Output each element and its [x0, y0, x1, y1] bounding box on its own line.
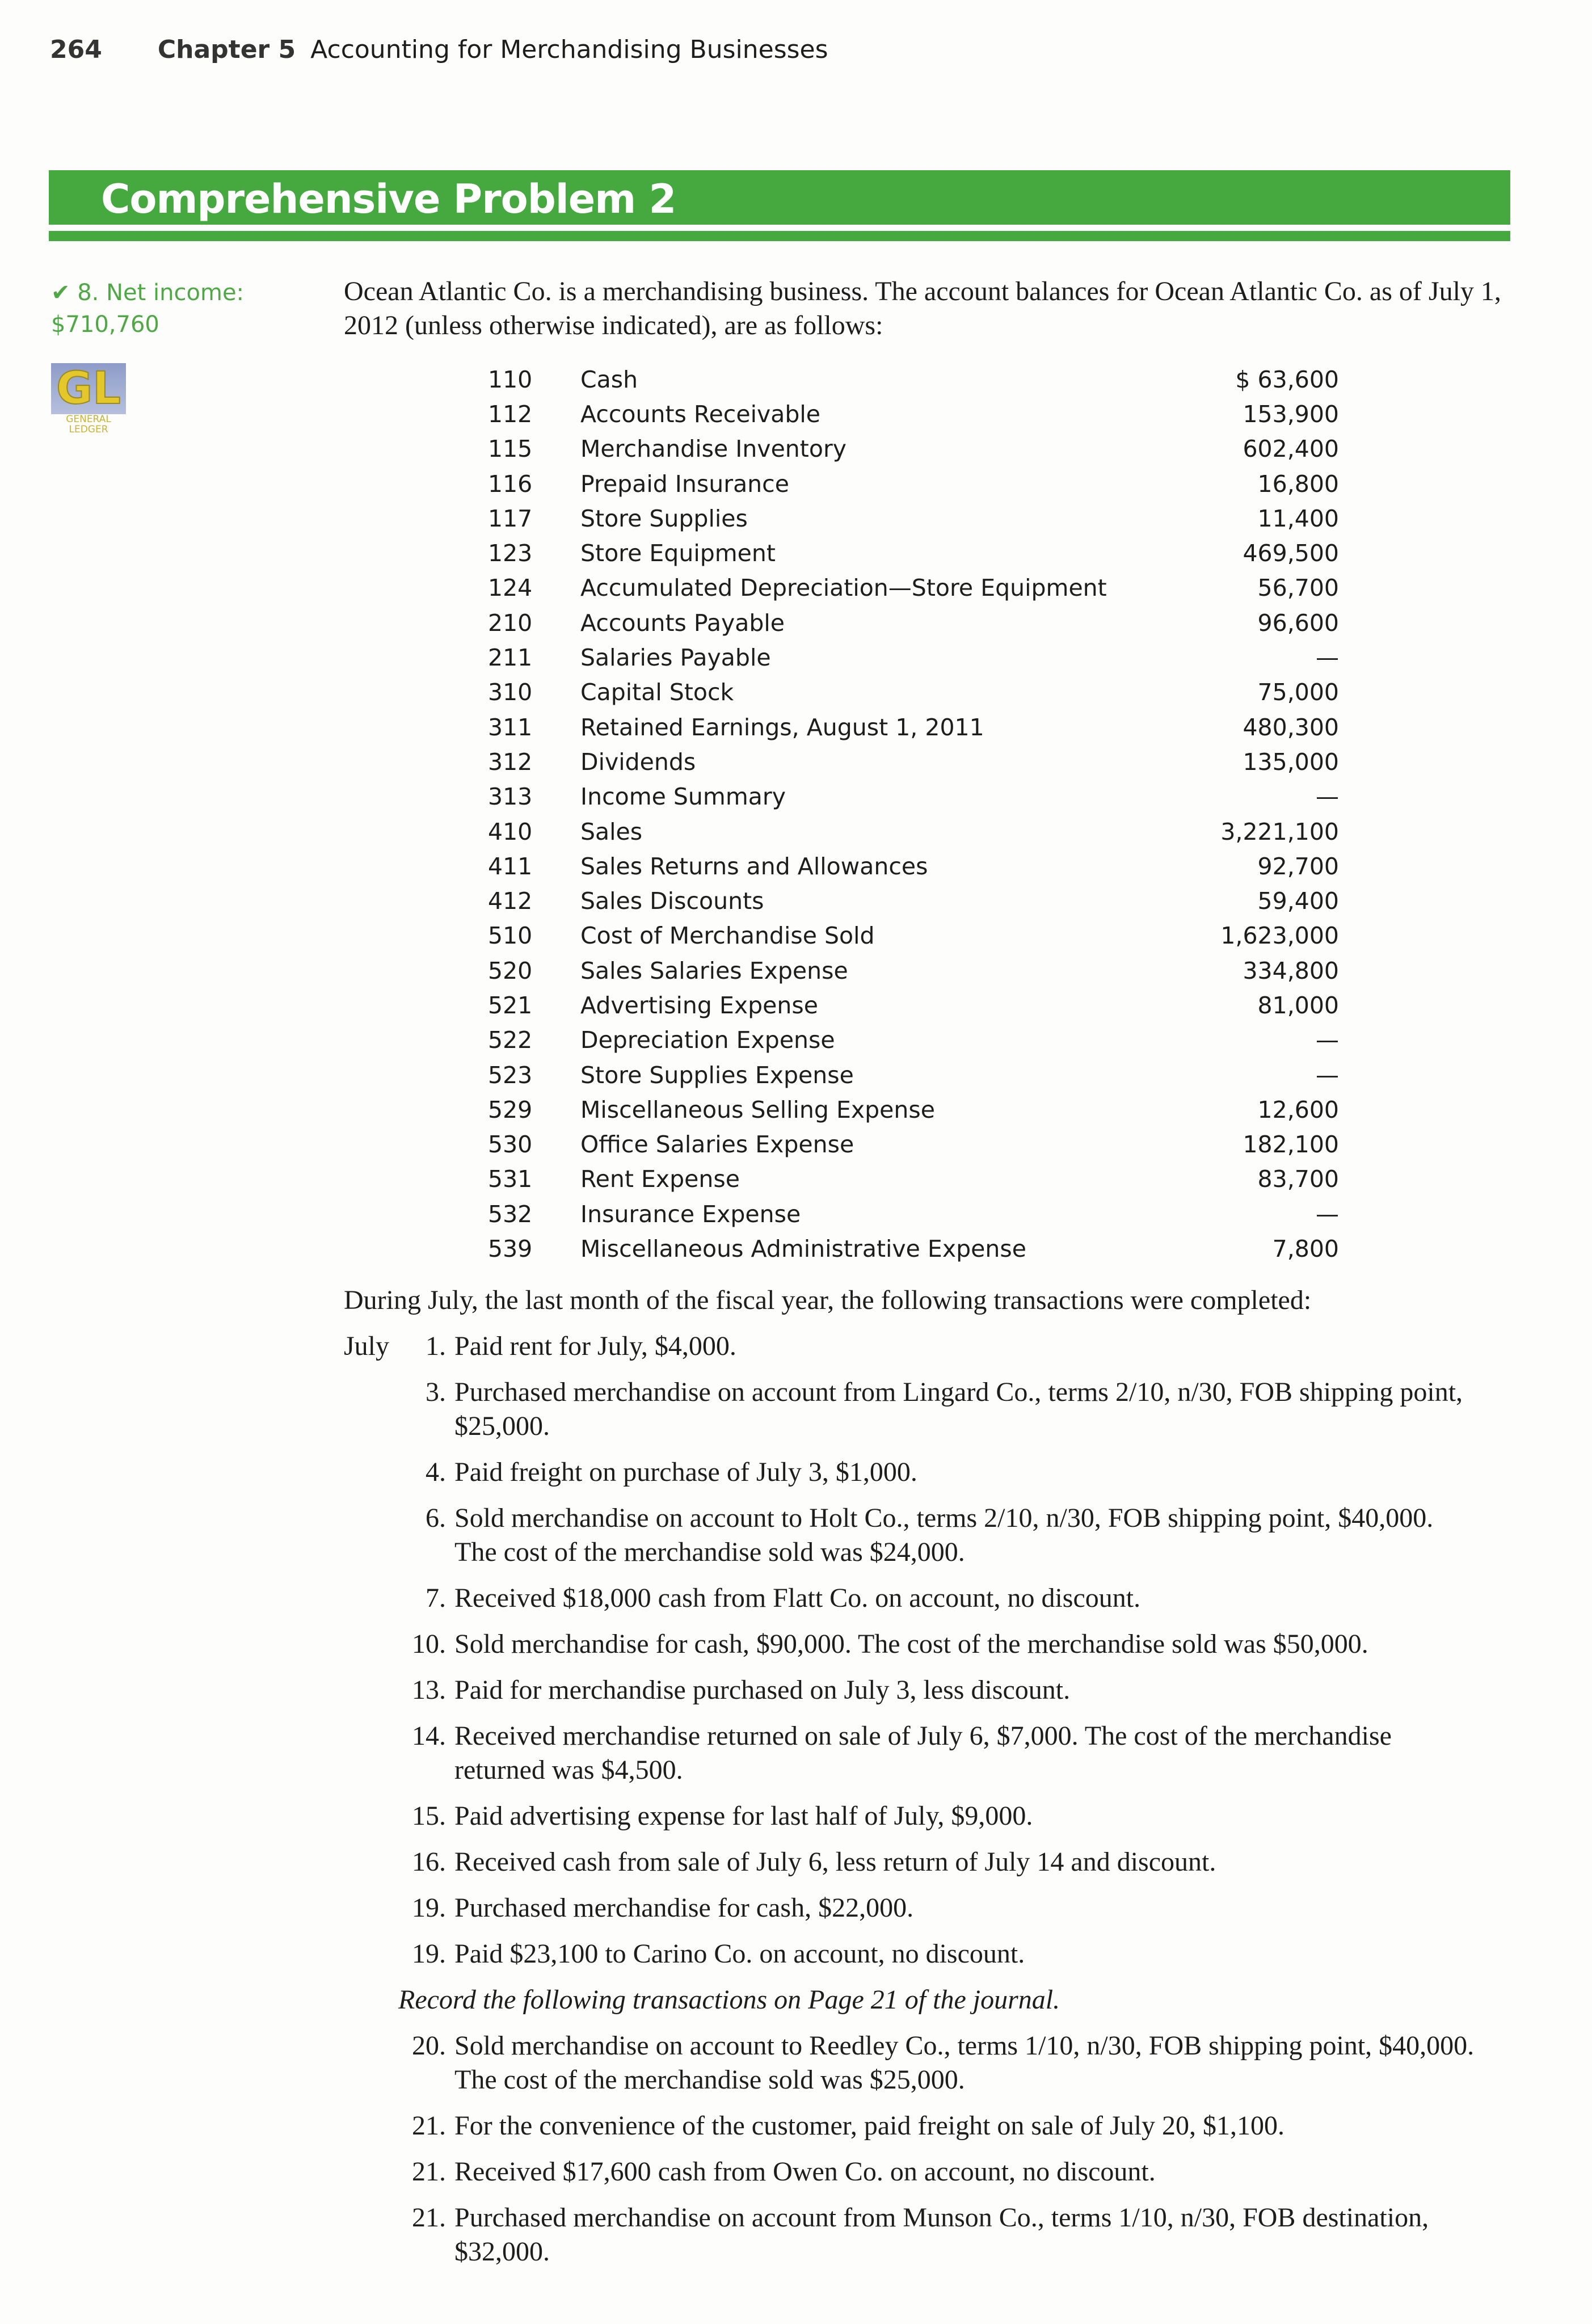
account-row — [488, 362, 1339, 397]
account-name: Salaries Payable — [580, 644, 771, 672]
transaction-text: Paid for merchandise purchased on July 3, less discount. — [454, 1675, 1071, 1705]
month-label — [344, 1673, 406, 1707]
account-name: Dividends — [580, 748, 696, 776]
account-amount: 92,700 — [1257, 852, 1339, 880]
journal-instruction: Record the following transactions on Page 21 of the journal. — [398, 1985, 1060, 2015]
account-number: 210 — [488, 609, 533, 637]
account-name: Store Equipment — [580, 540, 776, 567]
account-row — [488, 953, 1339, 988]
transaction-text: Received cash from sale of July 6, less return of July 14 and discount. — [454, 1847, 1216, 1877]
transaction-day: 14. — [412, 1721, 446, 1751]
page-number: 264 — [50, 35, 102, 64]
account-number: 411 — [488, 852, 533, 880]
transaction-day: 6. — [426, 1503, 446, 1533]
transaction-text: Purchased merchandise on account from Munson Co., terms 1/10, n/30, FOB destination, $32,000. — [454, 2203, 1429, 2267]
account-number: 312 — [488, 748, 533, 776]
account-balances-table — [488, 362, 1339, 1266]
account-name: Advertising Expense — [580, 991, 818, 1019]
account-amount: 59,400 — [1257, 887, 1339, 915]
account-amount: 1,623,000 — [1220, 922, 1339, 950]
account-number: 531 — [488, 1165, 533, 1193]
transactions-lead: During July, the last month of the fiscal year, the following transactions were completed: — [344, 1285, 1312, 1315]
account-name: Rent Expense — [580, 1165, 740, 1193]
transaction-item — [344, 2029, 1535, 2097]
transaction-day: 21. — [412, 2203, 446, 2233]
account-amount: 81,000 — [1257, 991, 1339, 1019]
transaction-item — [344, 1891, 1535, 1925]
account-name: Cost of Merchandise Sold — [580, 922, 875, 950]
account-amount: 153,900 — [1243, 400, 1339, 428]
account-row — [488, 1092, 1339, 1127]
account-row — [488, 780, 1339, 814]
account-name: Sales — [580, 818, 643, 845]
transaction-text: Sold merchandise for cash, $90,000. The cost of the merchandise sold was $50,000. — [454, 1629, 1368, 1659]
account-row — [488, 849, 1339, 883]
month-label — [344, 1937, 406, 1971]
transaction-text: Sold merchandise on account to Reedley Co., terms 1/10, n/30, FOB shipping point, $40,000. The cost of the merchandise sold was $25,000. — [454, 2031, 1475, 2095]
intro-paragraph: Ocean Atlantic Co. is a merchandising business. The account balances for Ocean Atlantic Co. as of July 1, 2012 (unless otherwise indicated), are as follows: — [344, 276, 1501, 340]
account-amount: — — [1316, 644, 1339, 672]
transaction-text: Received $18,000 cash from Flatt Co. on account, no discount. — [454, 1583, 1141, 1613]
account-number: 211 — [488, 644, 533, 672]
account-name: Cash — [580, 365, 638, 393]
account-row — [488, 814, 1339, 849]
account-name: Miscellaneous Administrative Expense — [580, 1235, 1026, 1263]
transaction-text: Paid rent for July, $4,000. — [454, 1331, 736, 1361]
account-number: 521 — [488, 991, 533, 1019]
account-amount: 469,500 — [1243, 540, 1339, 567]
banner-rule — [49, 228, 1510, 241]
transaction-item — [344, 1937, 1535, 1971]
account-name: Prepaid Insurance — [580, 470, 789, 498]
transaction-text: Received merchandise returned on sale of July 6, $7,000. The cost of the merchandise returned was $4,500. — [454, 1721, 1392, 1785]
month-label — [344, 1455, 406, 1489]
account-amount: 3,221,100 — [1220, 818, 1339, 845]
transaction-day: 13. — [412, 1675, 446, 1705]
transaction-day: 21. — [412, 2111, 446, 2141]
account-amount: 56,700 — [1257, 574, 1339, 602]
account-number: 313 — [488, 783, 533, 811]
account-row — [488, 501, 1339, 536]
account-row — [488, 1058, 1339, 1092]
chapter-number: Chapter 5 — [157, 35, 296, 64]
account-number: 520 — [488, 957, 533, 984]
checkmark-icon: ✔ — [51, 280, 70, 306]
account-number: 116 — [488, 470, 533, 498]
account-row — [488, 675, 1339, 710]
account-amount: 182,100 — [1243, 1131, 1339, 1159]
account-name: Income Summary — [580, 783, 786, 811]
account-row — [488, 1231, 1339, 1266]
margin-answer-note — [51, 277, 244, 340]
account-name: Sales Returns and Allowances — [580, 852, 928, 880]
account-amount: 7,800 — [1272, 1235, 1339, 1263]
month-label — [344, 1891, 406, 1925]
account-name: Capital Stock — [580, 679, 734, 706]
transaction-text: Sold merchandise on account to Holt Co., terms 2/10, n/30, FOB shipping point, $40,000. The cost of the merchandise sold was $24,000. — [454, 1503, 1434, 1567]
account-name: Insurance Expense — [580, 1200, 801, 1228]
month-label — [344, 1719, 406, 1787]
transaction-item — [344, 2155, 1535, 2189]
transaction-day: 19. — [412, 1893, 446, 1923]
account-row — [488, 1023, 1339, 1058]
transaction-text: For the convenience of the customer, paid freight on sale of July 20, $1,100. — [454, 2111, 1285, 2141]
account-name: Office Salaries Expense — [580, 1131, 854, 1159]
transaction-item — [344, 1719, 1535, 1787]
account-number: 523 — [488, 1061, 533, 1089]
transaction-day: 16. — [412, 1847, 446, 1877]
transaction-item — [344, 1455, 1535, 1489]
account-number: 522 — [488, 1026, 533, 1054]
transaction-item — [344, 1799, 1535, 1833]
account-amount: 135,000 — [1243, 748, 1339, 776]
account-number: 123 — [488, 540, 533, 567]
account-name: Store Supplies — [580, 504, 748, 532]
chapter-title: Accounting for Merchandising Businesses — [310, 35, 828, 64]
account-amount: — — [1316, 1061, 1339, 1089]
account-amount: 602,400 — [1243, 435, 1339, 463]
transaction-text: Purchased merchandise for cash, $22,000. — [454, 1893, 914, 1923]
account-name: Depreciation Expense — [580, 1026, 835, 1054]
month-label — [344, 2201, 406, 2269]
account-name: Retained Earnings, August 1, 2011 — [580, 713, 984, 741]
account-amount: 96,600 — [1257, 609, 1339, 637]
transaction-day: 3. — [426, 1377, 446, 1407]
account-row — [488, 883, 1339, 918]
month-label — [344, 1627, 406, 1661]
account-amount: — — [1316, 1200, 1339, 1228]
account-name: Sales Discounts — [580, 887, 764, 915]
account-amount: 480,300 — [1243, 713, 1339, 741]
transaction-day: 20. — [412, 2031, 446, 2061]
account-name: Merchandise Inventory — [580, 435, 847, 463]
account-row — [488, 640, 1339, 675]
transaction-day: 1. — [426, 1331, 446, 1361]
account-number: 532 — [488, 1200, 533, 1228]
transaction-item — [344, 2109, 1535, 2143]
account-number: 310 — [488, 679, 533, 706]
account-number: 410 — [488, 818, 533, 845]
account-name: Miscellaneous Selling Expense — [580, 1096, 935, 1123]
account-number: 112 — [488, 400, 533, 428]
account-amount: $ 63,600 — [1235, 365, 1339, 393]
problem-banner — [49, 170, 1510, 225]
transaction-day: 7. — [426, 1583, 446, 1613]
problem-title: Comprehensive Problem 2 — [101, 176, 676, 222]
transaction-item — [344, 1627, 1535, 1661]
account-amount: 75,000 — [1257, 679, 1339, 706]
month-label — [344, 1501, 406, 1569]
transaction-text: Purchased merchandise on account from Lingard Co., terms 2/10, n/30, FOB shipping point, $25,000. — [454, 1377, 1463, 1441]
account-row — [488, 710, 1339, 744]
account-row — [488, 571, 1339, 605]
account-number: 530 — [488, 1131, 533, 1159]
transaction-item — [344, 2201, 1535, 2269]
account-amount: — — [1316, 783, 1339, 811]
account-number: 124 — [488, 574, 533, 602]
month-label — [344, 1581, 406, 1615]
transaction-day: 4. — [426, 1457, 446, 1487]
transaction-item — [344, 1375, 1535, 1443]
account-row — [488, 432, 1339, 466]
account-row — [488, 605, 1339, 640]
account-row — [488, 988, 1339, 1022]
account-name: Store Supplies Expense — [580, 1061, 854, 1089]
transactions-section — [344, 1283, 1535, 2281]
account-row — [488, 919, 1339, 953]
account-amount: 12,600 — [1257, 1096, 1339, 1123]
month-label — [344, 2155, 406, 2189]
answer-value: $710,760 — [51, 311, 159, 338]
account-number: 110 — [488, 365, 533, 393]
transaction-item — [344, 1581, 1535, 1615]
account-row — [488, 1127, 1339, 1162]
transaction-day: 21. — [412, 2157, 446, 2187]
account-row — [488, 536, 1339, 570]
month-label — [344, 2109, 406, 2143]
account-row — [488, 466, 1339, 501]
answer-label: 8. Net income: — [77, 280, 245, 306]
transaction-day: 15. — [412, 1801, 446, 1831]
account-row — [488, 1162, 1339, 1197]
month-label — [344, 2029, 406, 2097]
transaction-text: Received $17,600 cash from Owen Co. on account, no discount. — [454, 2157, 1156, 2187]
running-header — [50, 35, 828, 64]
account-name: Sales Salaries Expense — [580, 957, 848, 984]
transaction-item — [344, 1673, 1535, 1707]
account-number: 115 — [488, 435, 533, 463]
account-row — [488, 744, 1339, 779]
account-amount: 11,400 — [1257, 504, 1339, 532]
transaction-item — [344, 1329, 1535, 1363]
month-label: July — [344, 1331, 390, 1361]
account-row — [488, 1197, 1339, 1231]
transaction-day: 10. — [412, 1629, 446, 1659]
account-amount: 83,700 — [1257, 1165, 1339, 1193]
transaction-text: Paid advertising expense for last half of July, $9,000. — [454, 1801, 1033, 1831]
general-ledger-logo-icon: GL GENERAL LEDGER — [51, 363, 126, 437]
account-row — [488, 397, 1339, 431]
account-amount: — — [1316, 1026, 1339, 1054]
account-number: 311 — [488, 713, 533, 741]
transaction-text: Paid freight on purchase of July 3, $1,000. — [454, 1457, 917, 1487]
account-number: 510 — [488, 922, 533, 950]
month-label — [344, 1799, 406, 1833]
account-name: Accumulated Depreciation—Store Equipment — [580, 574, 1107, 602]
account-amount: 334,800 — [1243, 957, 1339, 984]
month-label — [344, 1845, 406, 1879]
account-name: Accounts Payable — [580, 609, 785, 637]
account-number: 539 — [488, 1235, 533, 1263]
account-number: 412 — [488, 887, 533, 915]
transaction-text: Paid $23,100 to Carino Co. on account, no discount. — [454, 1939, 1025, 1969]
transaction-item — [344, 1845, 1535, 1879]
account-number: 529 — [488, 1096, 533, 1123]
transaction-item — [344, 1501, 1535, 1569]
month-label — [344, 1375, 406, 1443]
transactions-list — [344, 1329, 1535, 1971]
account-amount: 16,800 — [1257, 470, 1339, 498]
account-name: Accounts Receivable — [580, 400, 820, 428]
account-number: 117 — [488, 504, 533, 532]
transactions-list-2 — [344, 2029, 1535, 2269]
transaction-day: 19. — [412, 1939, 446, 1969]
